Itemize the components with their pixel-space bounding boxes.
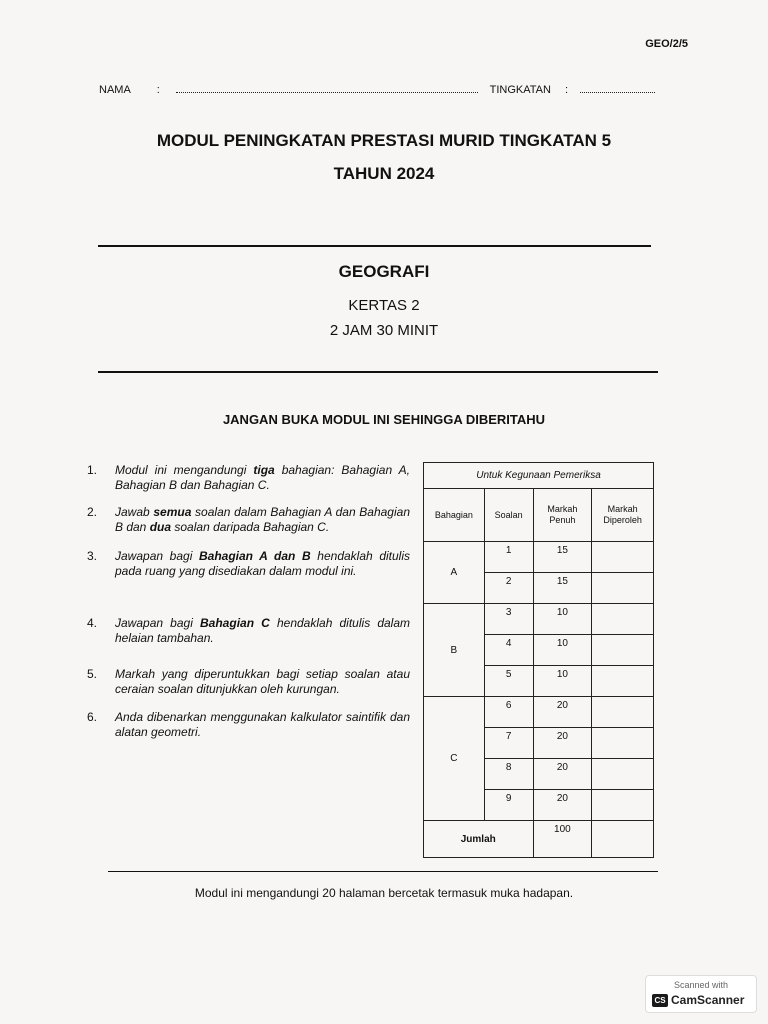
section-cell: C [424, 697, 485, 821]
paper-number: KERTAS 2 [348, 297, 420, 314]
class-separator: : [564, 84, 568, 96]
full-mark-cell: 10 [533, 666, 592, 697]
total-label: Jumlah [424, 821, 534, 858]
instruction-number: 1. [87, 463, 98, 477]
instruction-number: 3. [87, 549, 98, 563]
obtained-mark-cell[interactable] [592, 604, 654, 635]
instruction-text: Anda dibenarkan menggunakan kalkulator saintifik dan alatan geometri. [115, 710, 410, 739]
instruction-text: Markah yang diperuntukkan bagi setiap soalan atau ceraian soalan ditunjukkan oleh kurungan. [115, 667, 410, 696]
instruction-text: Jawapan bagi Bahagian C hendaklah ditulis dalam helaian tambahan. [115, 616, 411, 645]
header-markah-diperoleh: Markah Diperoleh [592, 489, 654, 542]
header-soalan: Soalan [484, 489, 533, 542]
instruction-item [87, 549, 410, 579]
obtained-mark-cell[interactable] [592, 790, 654, 821]
name-separator: : [156, 84, 160, 96]
total-max: 100 [533, 821, 592, 858]
divider-bottom [108, 871, 658, 872]
section-cell: A [424, 542, 485, 604]
obtained-mark-cell[interactable] [592, 666, 654, 697]
warning-notice: JANGAN BUKA MODUL INI SEHINGGA DIBERITAHU [222, 412, 546, 427]
obtained-mark-cell[interactable] [592, 573, 654, 604]
total-obtained-cell[interactable] [592, 821, 654, 858]
full-mark-cell: 15 [533, 573, 592, 604]
subject-name: GEOGRAFI [338, 262, 430, 281]
divider-top [98, 245, 651, 247]
instruction-item [87, 463, 410, 493]
question-number-cell: 1 [484, 542, 533, 573]
instruction-number: 5. [87, 667, 98, 681]
obtained-mark-cell[interactable] [592, 697, 654, 728]
module-year: TAHUN 2024 [333, 164, 435, 183]
obtained-mark-cell[interactable] [592, 728, 654, 759]
full-mark-cell: 20 [533, 728, 592, 759]
table-row [424, 697, 654, 728]
question-number-cell: 9 [484, 790, 533, 821]
full-mark-cell: 10 [533, 604, 592, 635]
question-number-cell: 8 [484, 759, 533, 790]
divider-middle [98, 371, 658, 373]
question-number-cell: 3 [484, 604, 533, 635]
name-class-row [99, 84, 655, 96]
scanner-badge [645, 975, 757, 1013]
instruction-item [87, 505, 410, 535]
obtained-mark-cell[interactable] [592, 635, 654, 666]
question-number-cell: 5 [484, 666, 533, 697]
full-mark-cell: 15 [533, 542, 592, 573]
full-mark-cell: 20 [533, 790, 592, 821]
camscanner-brand: CamScanner [671, 993, 745, 1007]
full-mark-cell: 20 [533, 759, 592, 790]
name-label: NAMA [99, 84, 131, 96]
obtained-mark-cell[interactable] [592, 759, 654, 790]
obtained-mark-cell[interactable] [592, 542, 654, 573]
instruction-text: Modul ini mengandungi tiga bahagian: Bahagian A, Bahagian B dan Bahagian C. [115, 463, 410, 492]
exam-duration: 2 JAM 30 MINIT [329, 322, 439, 339]
header-bahagian: Bahagian [424, 489, 485, 542]
full-mark-cell: 10 [533, 635, 592, 666]
class-field[interactable] [580, 84, 655, 93]
name-field[interactable] [176, 84, 478, 93]
question-number-cell: 6 [484, 697, 533, 728]
page-count-note: Modul ini mengandungi 20 halaman bercetak termasuk muka hadapan. [194, 886, 574, 900]
instruction-number: 2. [87, 505, 98, 519]
section-cell: B [424, 604, 485, 697]
question-number-cell: 7 [484, 728, 533, 759]
question-number-cell: 4 [484, 635, 533, 666]
class-label: TINGKATAN [489, 84, 551, 96]
camscanner-logo-icon: CS [652, 994, 668, 1007]
question-number-cell: 2 [484, 573, 533, 604]
table-row [424, 542, 654, 573]
table-row [424, 604, 654, 635]
instruction-number: 6. [87, 710, 98, 724]
scanned-with-text: Scanned with [673, 980, 729, 990]
instruction-text: Jawapan bagi Bahagian A dan B hendaklah ditulis pada ruang yang disediakan dalam modul ini. [115, 549, 410, 578]
header-markah-penuh: Markah Penuh [533, 489, 592, 542]
full-mark-cell: 20 [533, 697, 592, 728]
instruction-item [87, 710, 410, 740]
examiner-table [423, 462, 654, 858]
module-title: MODUL PENINGKATAN PRESTASI MURID TINGKATAN 5 [156, 131, 612, 150]
instruction-item [87, 616, 410, 646]
instruction-item [87, 667, 410, 697]
instruction-text: Jawab semua soalan dalam Bahagian A dan Bahagian B dan dua soalan daripada Bahagian C. [115, 505, 410, 534]
paper-code: GEO/2/5 [645, 38, 688, 50]
examiner-table-caption: Untuk Kegunaan Pemeriksa [424, 463, 654, 489]
instruction-number: 4. [87, 616, 98, 630]
